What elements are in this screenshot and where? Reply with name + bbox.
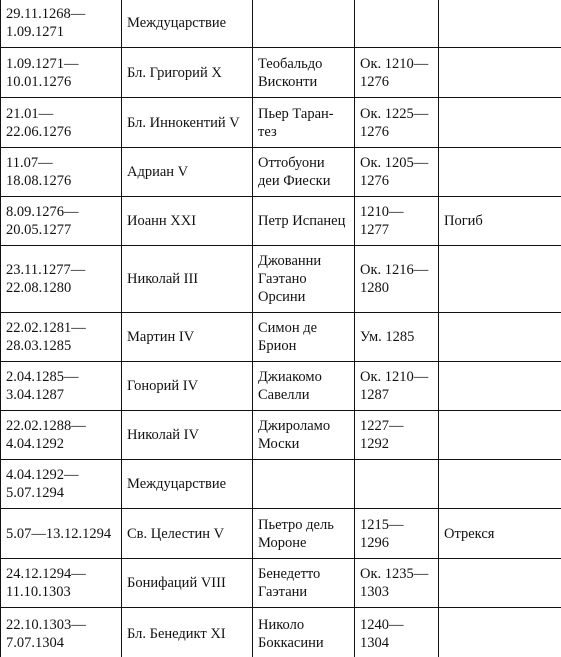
- cell-text: Адриан V: [127, 164, 189, 180]
- table-row: [1, 559, 561, 608]
- table-row: [1, 313, 561, 362]
- table-cell-life: [355, 98, 439, 148]
- table-row: [1, 460, 561, 509]
- cell-text: 2.04.1285— 3.04.1287: [6, 369, 79, 403]
- cell-text: 8.09.1276— 20.05.1277: [6, 204, 79, 238]
- table-cell-birth-name: [253, 460, 355, 509]
- table-cell-reign: [1, 148, 122, 197]
- table-cell-reign: [1, 608, 122, 657]
- cell-text: Петр Испанец: [258, 213, 346, 229]
- cell-text: Иоанн XXI: [127, 213, 197, 229]
- table-cell-reign: [1, 362, 122, 411]
- cell-text: 11.07— 18.08.1276: [6, 155, 72, 189]
- table-cell-life: [355, 313, 439, 362]
- table-cell-name: [122, 98, 253, 148]
- table-cell-birth-name: [253, 197, 355, 246]
- table-cell-life: [355, 246, 439, 313]
- table-row: [1, 148, 561, 197]
- cell-text: Бл. Иннокентий V: [127, 114, 240, 131]
- cell-text: Ок. 1205— 1276: [360, 155, 429, 189]
- cell-text: 24.12.1294— 11.10.1303: [6, 566, 86, 600]
- cell-text: Ум. 1285: [360, 329, 415, 345]
- table-cell-reign: [1, 0, 122, 48]
- table-cell-reign: [1, 48, 122, 98]
- table-cell-name: [122, 411, 253, 460]
- table-cell-note: [439, 98, 561, 148]
- table-cell-birth-name: [253, 509, 355, 559]
- cell-text: 22.02.1281— 28.03.1285: [6, 320, 86, 354]
- cell-text: 22.10.1303— 7.07.1304: [6, 616, 86, 651]
- table-cell-note: [439, 608, 561, 657]
- table-row: [1, 246, 561, 313]
- table-cell-name: [122, 362, 253, 411]
- cell-text: 1215— 1296: [360, 516, 404, 551]
- table-cell-life: [355, 460, 439, 509]
- cell-text: Бл. Григорий X: [127, 64, 222, 81]
- table-cell-birth-name: [253, 148, 355, 197]
- table-cell-note: [439, 559, 561, 608]
- cell-text: Теобальдо Висконти: [258, 55, 323, 90]
- table-cell-life: [355, 411, 439, 460]
- cell-text: Джованни Гаэтано Орсини: [258, 253, 322, 305]
- cell-text: Ок. 1225— 1276: [360, 105, 429, 140]
- table-cell-reign: [1, 460, 122, 509]
- table-row: [1, 197, 561, 246]
- table-cell-life: [355, 608, 439, 657]
- cell-text: Ок. 1210— 1287: [360, 369, 429, 403]
- table-cell-birth-name: [253, 313, 355, 362]
- table-cell-name: [122, 246, 253, 313]
- table-cell-life: [355, 362, 439, 411]
- table-cell-note: [439, 362, 561, 411]
- table-cell-note: [439, 411, 561, 460]
- table-cell-name: [122, 460, 253, 509]
- cell-text: Николай III: [127, 271, 199, 287]
- cell-text: Св. Целестин V: [127, 525, 225, 542]
- cell-text: Отрекся: [444, 525, 495, 542]
- table-cell-birth-name: [253, 411, 355, 460]
- cell-text: Бенедетто Гаэтани: [258, 566, 321, 600]
- cell-text: 29.11.1268— 1.09.1271: [6, 6, 86, 40]
- table-row: [1, 0, 561, 48]
- table-cell-name: [122, 509, 253, 559]
- table-body: [1, 0, 561, 657]
- table-cell-note: [439, 313, 561, 362]
- table-row: [1, 411, 561, 460]
- table-cell-note: [439, 246, 561, 313]
- cell-text: Джироламо Моски: [258, 418, 331, 452]
- table-cell-life: [355, 0, 439, 48]
- table-cell-name: [122, 559, 253, 608]
- table-cell-birth-name: [253, 0, 355, 48]
- table-cell-name: [122, 313, 253, 362]
- table-cell-birth-name: [253, 48, 355, 98]
- table-cell-life: [355, 148, 439, 197]
- cell-text: Николай IV: [127, 427, 199, 443]
- cell-text: 23.11.1277— 22.08.1280: [6, 262, 86, 296]
- table-cell-name: [122, 148, 253, 197]
- cell-text: Бонифаций VIII: [127, 575, 226, 591]
- cell-text: Мартин IV: [127, 329, 195, 345]
- table-cell-life: [355, 509, 439, 559]
- table-cell-reign: [1, 411, 122, 460]
- table-row: [1, 98, 561, 148]
- cell-text: Ок. 1216— 1280: [360, 262, 429, 296]
- table-row: [1, 362, 561, 411]
- table-cell-note: [439, 460, 561, 509]
- table-cell-note: [439, 48, 561, 98]
- table-cell-reign: [1, 313, 122, 362]
- table-cell-name: [122, 608, 253, 657]
- cell-text: Оттобуони деи Фиески: [258, 155, 331, 189]
- cell-text: 1210— 1277: [360, 204, 404, 238]
- table-cell-note: [439, 197, 561, 246]
- cell-text: Пьер Таран- тез: [258, 105, 334, 140]
- table-cell-reign: [1, 509, 122, 559]
- cell-text: Ок. 1210— 1276: [360, 55, 429, 90]
- table-cell-note: [439, 509, 561, 559]
- cell-text: Пьетро дель Мороне: [258, 516, 334, 551]
- cell-text: 4.04.1292— 5.07.1294: [6, 467, 79, 501]
- table-cell-name: [122, 197, 253, 246]
- cell-text: Погиб: [444, 213, 483, 229]
- table-cell-life: [355, 197, 439, 246]
- cell-text: 22.02.1288— 4.04.1292: [6, 418, 86, 452]
- table-cell-note: [439, 148, 561, 197]
- table-cell-reign: [1, 197, 122, 246]
- table-cell-name: [122, 0, 253, 48]
- table-cell-birth-name: [253, 362, 355, 411]
- table-row: [1, 608, 561, 657]
- table-cell-note: [439, 0, 561, 48]
- table-cell-reign: [1, 98, 122, 148]
- cell-text: Николо Боккасини: [258, 616, 324, 651]
- table-cell-birth-name: [253, 98, 355, 148]
- table-cell-reign: [1, 559, 122, 608]
- table-row: [1, 509, 561, 559]
- cell-text: Джиакомо Савелли: [258, 369, 322, 403]
- cell-text: 5.07—13.12.1294: [6, 525, 112, 542]
- cell-text: Ок. 1235— 1303: [360, 566, 429, 600]
- cell-text: 1240— 1304: [360, 616, 404, 651]
- table-cell-birth-name: [253, 608, 355, 657]
- table-row: [1, 48, 561, 98]
- table-cell-life: [355, 48, 439, 98]
- table-cell-birth-name: [253, 559, 355, 608]
- cell-text: Бл. Бенедикт XI: [127, 625, 226, 642]
- table-cell-birth-name: [253, 246, 355, 313]
- cell-text: Междуцарствие: [127, 476, 227, 492]
- cell-text: 1227— 1292: [360, 418, 404, 452]
- cell-text: 1.09.1271— 10.01.1276: [6, 55, 79, 90]
- cell-text: Симон де Брион: [258, 320, 318, 354]
- cell-text: Междуцарствие: [127, 15, 227, 31]
- table-cell-reign: [1, 246, 122, 313]
- cell-text: 21.01— 22.06.1276: [6, 105, 72, 140]
- table-cell-life: [355, 559, 439, 608]
- cell-text: Гонорий IV: [127, 378, 199, 394]
- table-cell-name: [122, 48, 253, 98]
